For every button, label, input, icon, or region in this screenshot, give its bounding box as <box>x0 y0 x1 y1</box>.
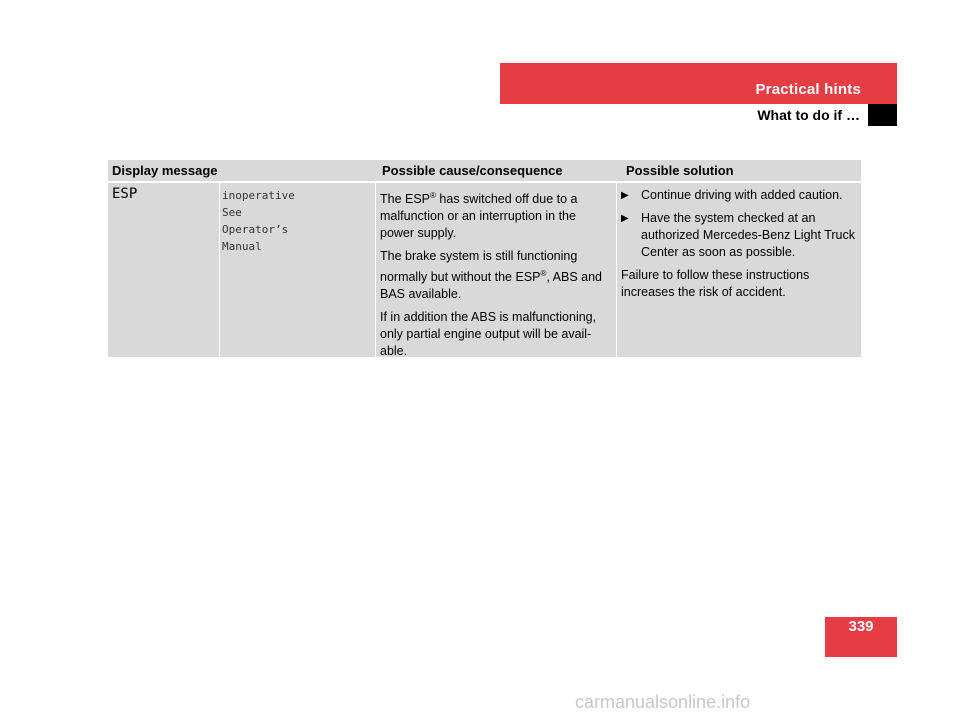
page-number-box <box>825 617 897 657</box>
registered-mark: ® <box>430 191 436 200</box>
cause-text: The brake system is still functioning normally but without the ESP <box>380 249 578 285</box>
solution-text: Have the system checked at an authorized Mercedes-Benz Light Truck Center as soon as possible. <box>641 211 855 259</box>
column-header-display-message: Display message <box>112 163 218 178</box>
cause-text: The ESP <box>380 192 431 207</box>
cause-paragraph <box>380 248 612 303</box>
cause-text: has switched off due to a malfunction or an interruption in the power supply. <box>380 192 578 241</box>
message-line: Manual <box>222 240 262 253</box>
registered-mark: ® <box>540 269 547 279</box>
column-header-cause: Possible cause/consequence <box>382 163 563 178</box>
cause-paragraph: If in addition the ABS is malfunctioning, only partial engine output will be avail-able. <box>380 310 597 359</box>
cause-paragraph <box>380 187 612 242</box>
display-message-cell <box>220 183 375 357</box>
section-title: Practical hints <box>755 81 861 98</box>
message-line: Operator’s <box>222 223 289 236</box>
section-tab-marker <box>868 104 897 126</box>
solution-note: Failure to follow these instructions increases the risk of accident. <box>621 268 810 299</box>
subtitle-text: What to do if … <box>757 107 860 123</box>
page-subtitle <box>500 104 868 126</box>
display-code-cell <box>108 183 219 357</box>
display-code: ESP <box>112 186 138 202</box>
page-number: 339 <box>848 618 874 635</box>
table-row <box>108 183 861 357</box>
arrow-bullet-icon: ▶ <box>621 190 629 201</box>
cause-cell <box>376 183 616 357</box>
solution-text: Continue driving with added caution. <box>641 188 843 202</box>
message-line: inoperative <box>222 189 295 202</box>
column-header-solution: Possible solution <box>626 163 734 178</box>
solution-bullet <box>621 187 857 204</box>
arrow-bullet-icon: ▶ <box>621 213 629 224</box>
solution-cell <box>617 183 861 357</box>
watermark: carmanualsonline.info <box>575 692 751 712</box>
info-table <box>108 160 861 357</box>
solution-bullet <box>621 210 857 261</box>
header-band <box>500 63 897 104</box>
table-header <box>108 160 861 181</box>
cause-text: , ABS and BAS available. <box>380 270 603 302</box>
message-line: See <box>222 206 242 219</box>
